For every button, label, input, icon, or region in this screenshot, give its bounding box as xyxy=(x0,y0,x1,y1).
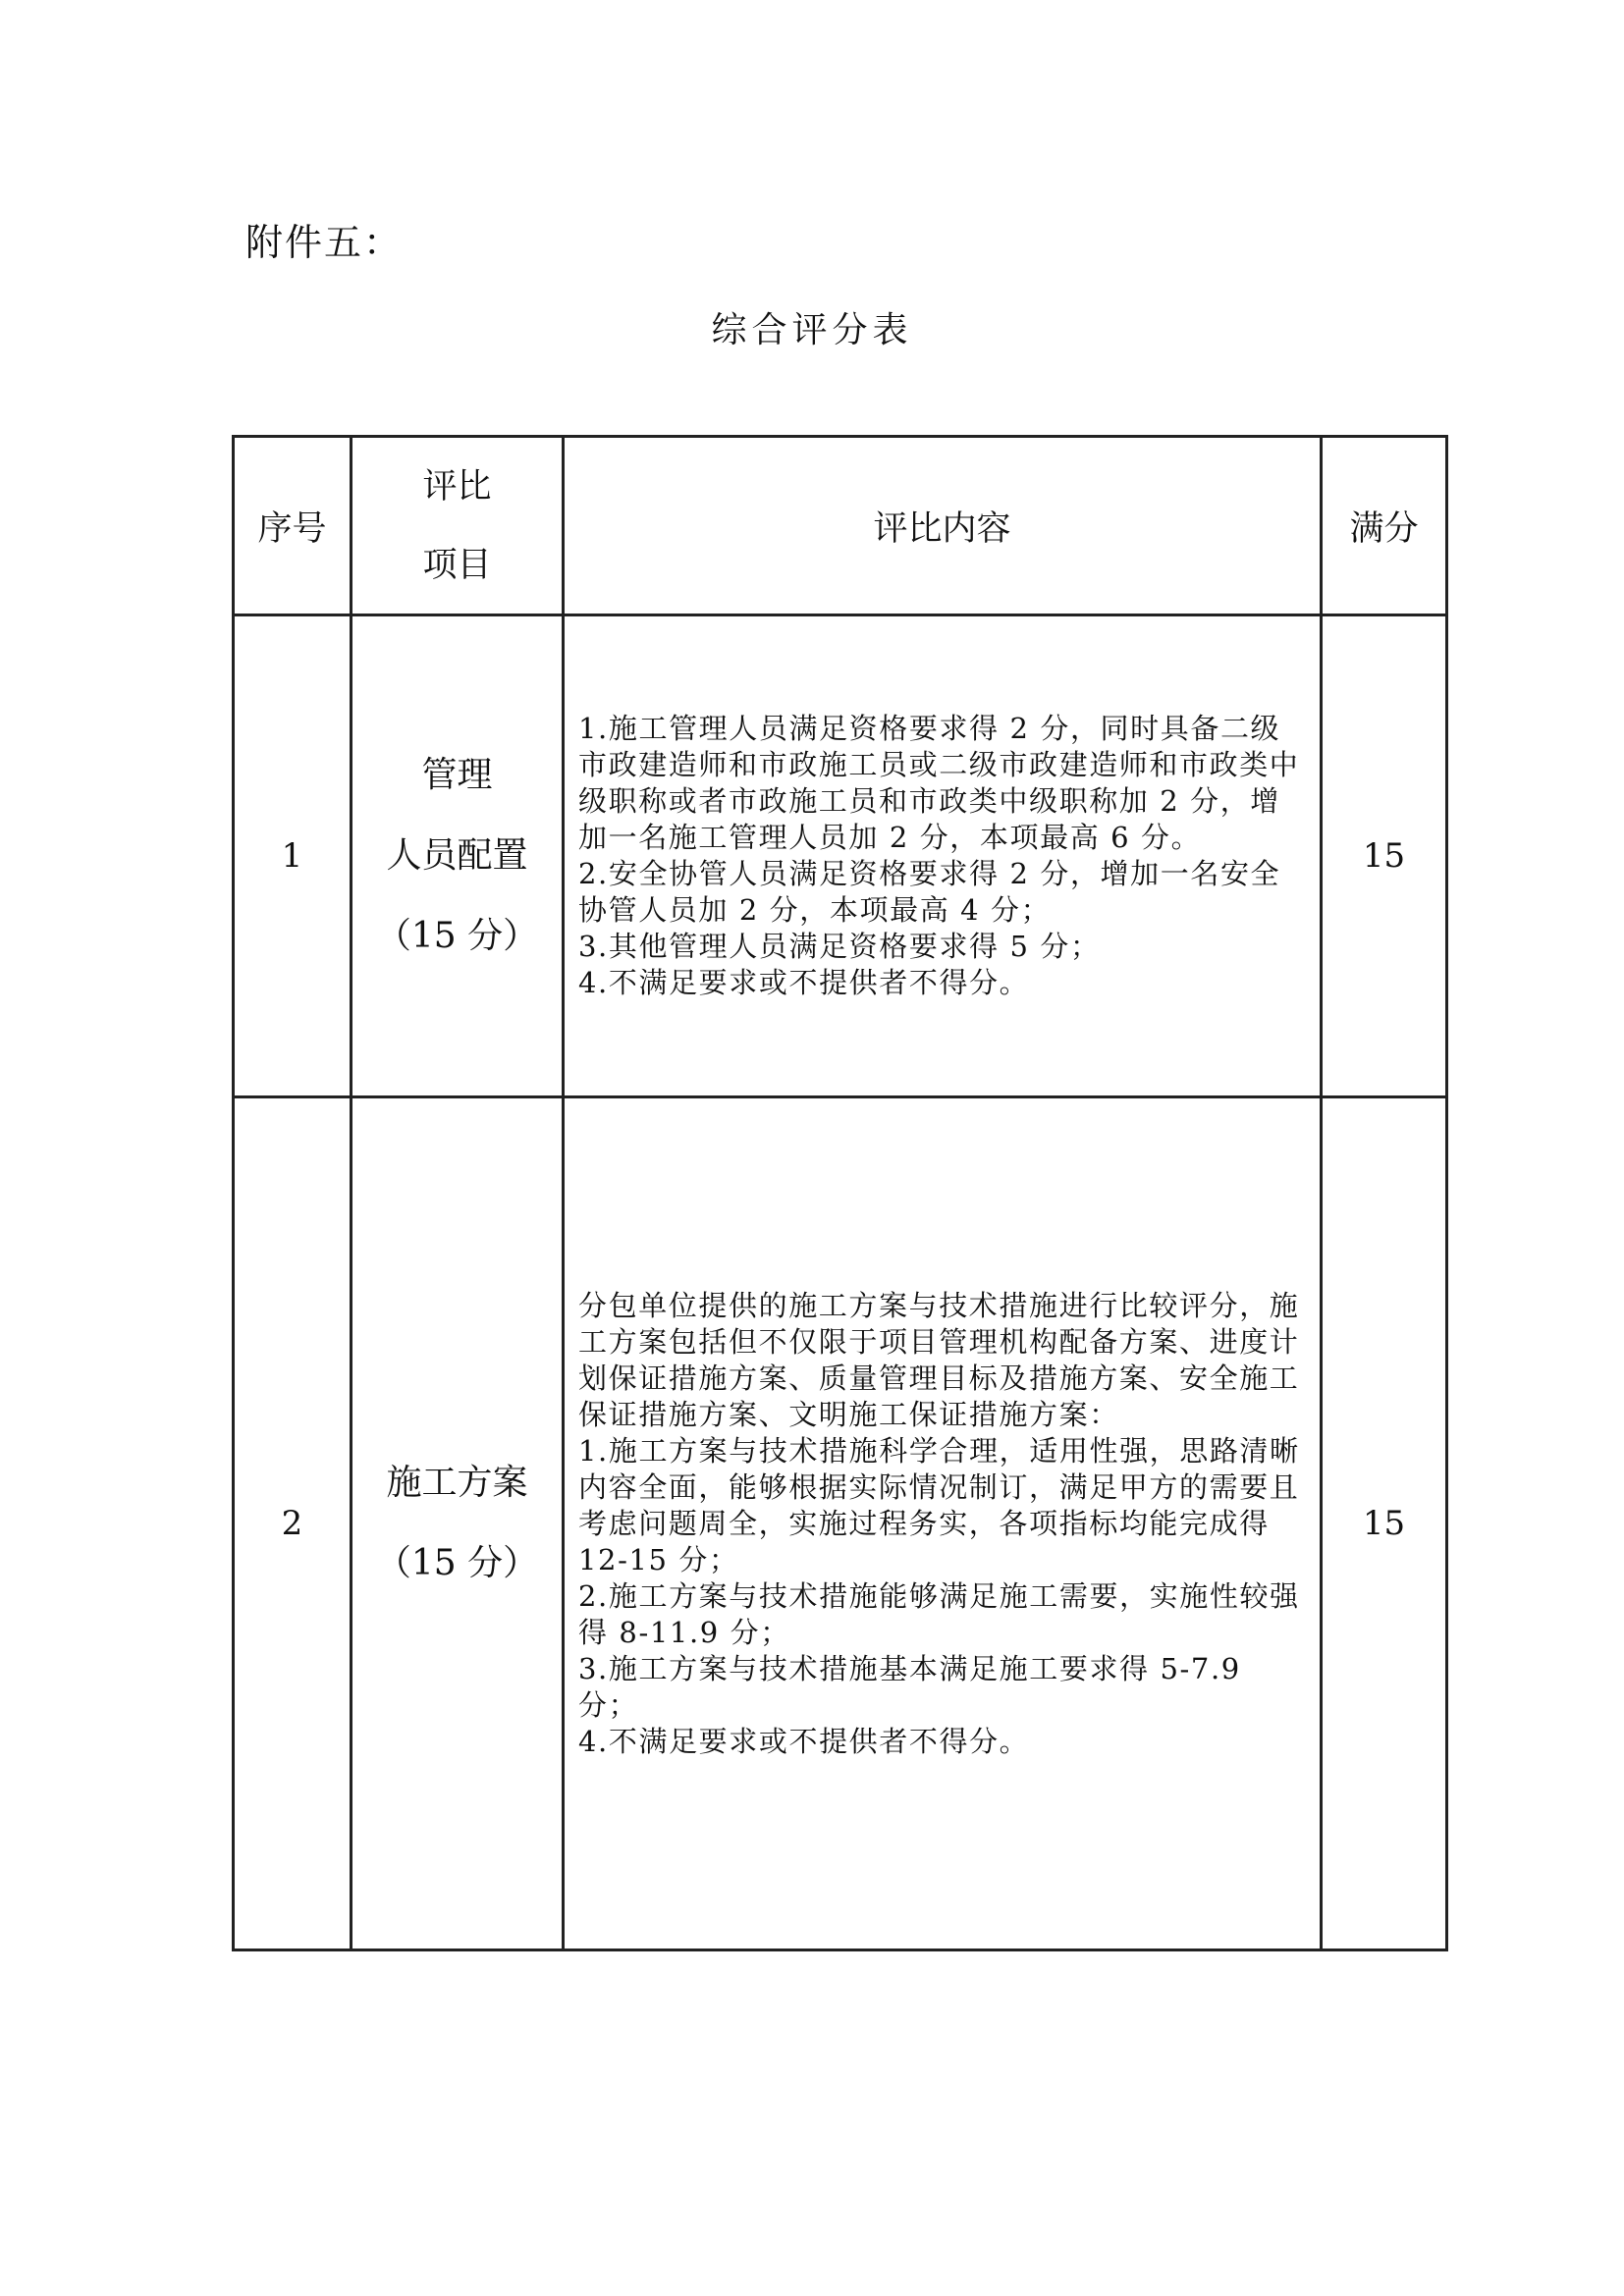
content-item: 3.其他管理人员满足资格要求得 5 分； xyxy=(578,930,1101,963)
header-score: 满分 xyxy=(1322,437,1447,615)
table-row xyxy=(234,1097,1447,1950)
row-score: 15 xyxy=(1322,615,1447,1097)
row-item-line: 人员配置 xyxy=(386,835,528,876)
content-item: 1.施工管理人员满足资格要求得 2 分，同时具备二级市政建造师和市政施工员或二级市政建造师和市政类中级职称或者市政施工员和市政类中级职称加 2 分，增加一名施工管理人员加 2 分，本项最高 6 分。 xyxy=(578,712,1300,854)
row-item-line: 管理 xyxy=(421,755,493,795)
header-no: 序号 xyxy=(234,437,352,615)
header-item-line2: 项目 xyxy=(422,545,492,585)
table-title: 综合评分表 xyxy=(711,310,913,350)
attachment-label: 附件五： xyxy=(245,221,404,264)
header-row xyxy=(234,437,1447,615)
content-item: 1.施工方案与技术措施科学合理，适用性强，思路清晰内容全面，能够根据实际情况制订，满足甲方的需要且考虑问题周全，实施过程务实，各项指标均能完成得 12-15 分； xyxy=(578,1433,1300,1576)
content-item: 2.施工方案与技术措施能够满足施工需要，实施性较强得 8-11.9 分； xyxy=(578,1578,1300,1649)
row-item-line: （15 分） xyxy=(375,916,539,956)
table-row xyxy=(234,615,1447,1097)
row-item xyxy=(352,615,564,1097)
header-content: 评比内容 xyxy=(564,437,1322,615)
content-item: 2.安全协管人员满足资格要求得 2 分，增加一名安全协管人员加 2 分，本项最高 4 分； xyxy=(578,857,1281,927)
content-item: 4.不满足要求或不提供者不得分。 xyxy=(578,1724,1030,1758)
row-content xyxy=(564,615,1322,1097)
row-item-line: （15 分） xyxy=(375,1543,539,1583)
row-no: 1 xyxy=(234,615,352,1097)
content-item: 4.不满足要求或不提供者不得分。 xyxy=(578,966,1030,999)
header-item xyxy=(352,437,564,615)
row-content xyxy=(564,1097,1322,1950)
content-item: 3.施工方案与技术措施基本满足施工要求得 5-7.9 分； xyxy=(578,1651,1241,1722)
row-item xyxy=(352,1097,564,1950)
row-item-line: 施工方案 xyxy=(386,1463,528,1503)
row-score: 15 xyxy=(1322,1097,1447,1950)
scoring-table xyxy=(232,435,1448,1951)
header-item-line1: 评比 xyxy=(422,466,492,507)
content-intro: 分包单位提供的施工方案与技术措施进行比较评分，施工方案包括但不仅限于项目管理机构配备方案、进度计划保证措施方案、质量管理目标及措施方案、安全施工保证措施方案、文明施工保证措施方案： xyxy=(578,1288,1300,1431)
row-no: 2 xyxy=(234,1097,352,1950)
